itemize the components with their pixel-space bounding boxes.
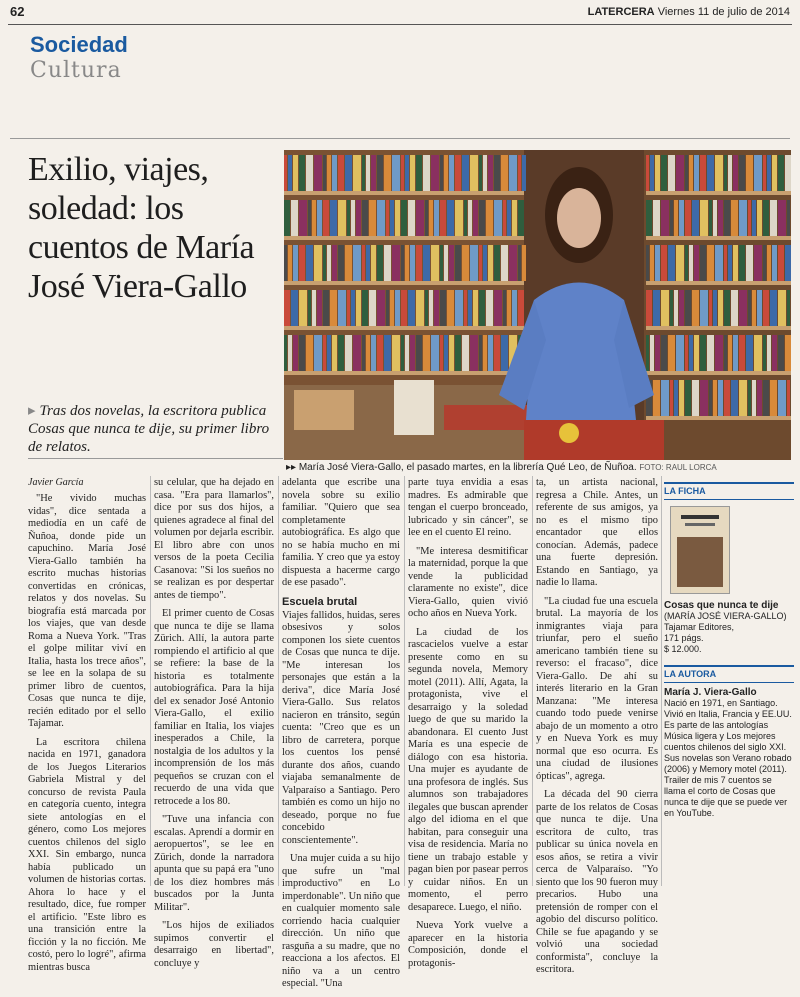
col5-para-2: "La ciudad fue una escuela brutal. La mayoría de los inmigrantes viaja para triunfar, pero el sueño americano también tiene su reverso: el fracaso", dice Viera-Gallo. De ahí su interés literario en la Gran Manzana: "Me interesa cuando todo puede venirse abajo de un momento a otro y en Nueva York es muy normal que eso ocurra. Es una ciudad de ilusiones ópticas", agrega. — [536, 595, 658, 782]
article-photo — [284, 150, 791, 460]
photo-caption — [286, 462, 786, 473]
page-number: 62 — [10, 4, 25, 19]
column-rule — [278, 476, 279, 886]
col3-para-2: Viajes fallidos, huidas, seres obsesivos y solos componen los siete cuentos de Cosas que nunca te dije. "Me interesan los personajes que están a la deriva", dice María José Viera-Gallo. Sus relatos nacieron en tránsito, según cuenta: "Creo que es un libro de carretera, porque los cuentos los pensé durante dos años, cuando viajaba semanalmente de Valparaíso a Santiago. Pero también es como un hijo no deseado, porque no fue concebido conscientemente". — [282, 609, 400, 846]
autora-name: María J. Viera-Gallo — [664, 687, 757, 698]
col5-para-1: ta, un artista nacional, regresa a Chile. Antes, un referente de sus amigos, ya no es el mismo tipo encantador que ellos conocían. Además, padece una fuerte depresión. Estando en Santiago, ya nadie lo llama. — [536, 477, 658, 588]
book-sidebar — [664, 482, 794, 819]
column-rule — [661, 476, 662, 886]
caption-text: María José Viera-Gallo, el pasado martes, en la librería Qué Leo, de Ñuñoa. — [298, 462, 637, 473]
caption-arrow-icon: ▸▸ — [286, 462, 299, 473]
col2-para-3: "Tuve una infancia con escalas. Aprendí a dormir en aeropuertos", se lee en Zürich, donde la narradora apunta que su papá era "uno de los diez hombres más buscados por la Junta Militar". — [154, 814, 274, 913]
bookstore-photo — [284, 150, 791, 460]
autora-label: LA AUTORA — [664, 665, 794, 683]
masthead — [588, 6, 790, 18]
col1-para-1: "He vivido muchas vidas", dice sentada a mediodía en un café de Ñuñoa, donde pide un capuchino. María José Viera-Gallo también ha escrito muchas historias convertidas en crónicas, relatos y dos novelas. Su biografía está marcada por los viajes, que van desde Roma a Nueva York. "Tras el golpe militar viví en Italia, hasta los trece años", se lee en la solapa de su primer libro de cuentos, Cosas que nunca te dije, recién editado por el sello Tajamar. — [28, 493, 146, 729]
column-rule — [150, 476, 151, 886]
col3-para-3: Una mujer cuida a su hijo que sufre un "mal improductivo" en Lo imperdonable". Un niño que en cualquier momento sale corriendo hacia cualquier dirección. Un niño que rasguña a su madre, que no reacciona a los afectos. El niño va a un centro especial. "Una — [282, 853, 400, 989]
book-pages: 171 págs. — [664, 633, 704, 643]
column-rule — [404, 476, 405, 886]
byline: Javier García — [28, 477, 84, 488]
bookshelf-left — [284, 155, 526, 375]
column-3 — [282, 477, 400, 997]
col1-para-2: La escritora chilena nacida en 1971, ganadora de los Juegos Literarios Gabriela Mistral y del concurso de revista Paula en categoría cuento, integra siete antologías en el género, como Los mejores cuentos chilenos del siglo XXI. Sin embargo, nunca había publicado un volumen de historias cortas. Ahora lo hace y el resultado, dice, fue romper el artificio. "Este libro es una transición entre la ficción y la no ficción. Me costó, pero lo logré", afirma mientras busca — [28, 736, 146, 973]
deck-text-1: Tras dos novelas, la escritora publica — [39, 403, 267, 419]
deck — [28, 402, 283, 456]
deck-rule — [28, 458, 283, 459]
col4-para-1: parte tuya envidia a esas madres. Es admirable que tengan el cuerpo bronceado, lubricado y sin cáncer", se lee en el cuento El reino. — [408, 477, 528, 538]
col2-para-2: El primer cuento de Cosas que nunca te dije se llama Zürich. Allí, la autora parte rompiendo el artificio al que se refiere: la base de la historia es totalmente autobiográfica. Para la hija del ex senador José Antonio Viera-Gallo, el exilio familiar en Italia, los viajes inesperados a Chile, la nostalgia de los adultos y la incomprensión de los más pequeños se cruzan con el recuerdo de una vida que retrocede a los 80. — [154, 608, 274, 807]
subhead: Escuela brutal — [282, 595, 358, 608]
section-divider — [10, 138, 790, 139]
book-publisher: Tajamar Editores, — [664, 622, 735, 632]
top-rule — [8, 24, 792, 25]
photo-credit: FOTO: RAUL LORCA — [639, 463, 717, 472]
column-4 — [408, 477, 528, 976]
col4-para-4: Nueva York vuelve a aparecer en la historia Composición, donde el protagonis- — [408, 920, 528, 969]
autora-bio: Nació en 1971, en Santiago. Vivió en Italia, Francia y EE.UU. Es parte de las antologías Música ligera y Los mejores cuentos chilenos del siglo XXI. Sus novelas son Verano robado (2006) y Memory motel (2011). Trailer de mis 7 cuentos se llama el corto de Cosas que nunca te dije que se puede ver en YouTube. — [664, 698, 792, 818]
deck-arrow-icon: ▸ — [28, 403, 36, 419]
deck-text-2: , su primer libro de relatos. — [28, 421, 270, 455]
book-price: $ 12.000. — [664, 644, 702, 654]
column-1 — [28, 477, 146, 980]
book-title: Cosas que nunca te dije — [664, 600, 779, 611]
col4-para-3: La ciudad de los rascacielos vuelve a estar presente como en su segunda novela, Memory motel (2011). Allí, Agata, la protagonista, vive el desarraigo y la soledad luego de que su marido la abandonara. El cuento Just María es una especie de diálogo con esa historia. Una mujer es ayudante de una profesora de inglés. Sus alumnos son trabajadores ilegales que buscan aprender algo del idioma en el que habitan, para conseguir una visa de residencia. María no tiene un trabajo estable y pagan bien por pasear perros y cuidar niños. En un momento, el perro desaparece. Luego, el niño. — [408, 626, 528, 913]
headline: Exilio, viajes, soledad: los cuentos de María José Viera-Gallo — [28, 151, 255, 305]
col4-para-2: "Me interesa desmitificar la maternidad, porque la que vende la publicidad claramente no existe", dice Viera-Gallo, quien vivió ocho años en Nueva York. — [408, 545, 528, 619]
column-rule — [532, 476, 533, 886]
col2-para-1: su celular, que ha dejado en casa. "Era para llamarlos", dice por sus dos hijos, a quienes agradece al final del volumen por dejarla escribir. El libro abre con unos versos de la poeta Cecilia Casanova: "Si los sueños no se realizan es por despertar antes de tiempo". — [154, 477, 274, 601]
issue-date: Viernes 11 de julio de 2014 — [657, 6, 790, 18]
subsection-title: Cultura — [30, 58, 122, 83]
col2-para-4: "Los hijos de exiliados supimos convertir el desarraigo en libertad", concluye y — [154, 920, 274, 969]
ficha-label: LA FICHA — [664, 482, 794, 500]
col3-para-1: adelanta que escribe una novela sobre su exilio familiar. "Quiero que sea completamente autobiográfica. Es algo que no se había mucho en mi familia. Y creo que ya estoy dispuesta a hacerme cargo de ese pasado". — [282, 477, 400, 588]
column-5 — [536, 477, 658, 983]
paper-name: LATERCERA — [587, 6, 655, 18]
col5-para-3: La década del 90 cierra parte de los relatos de Cosas que nunca te dije. Una escritora de culto, tras publicar su única novela en esos años, se retira a vivir cerca de Valparaíso. "Yo siento que los 90 fueron muy precarios. Hubo una pretensión de romper con el agobio del discurso político. Chile se fue apagando y se volvió una sociedad conformista", concluye la escritora. — [536, 789, 658, 975]
column-2 — [154, 477, 274, 976]
book-author: (MARÍA JOSÉ VIERA-GALLO) — [664, 611, 787, 621]
book-cover-image — [670, 506, 730, 594]
deck-book-title: Cosas que nunca te dije — [28, 421, 172, 437]
section-title: Sociedad — [30, 32, 128, 57]
